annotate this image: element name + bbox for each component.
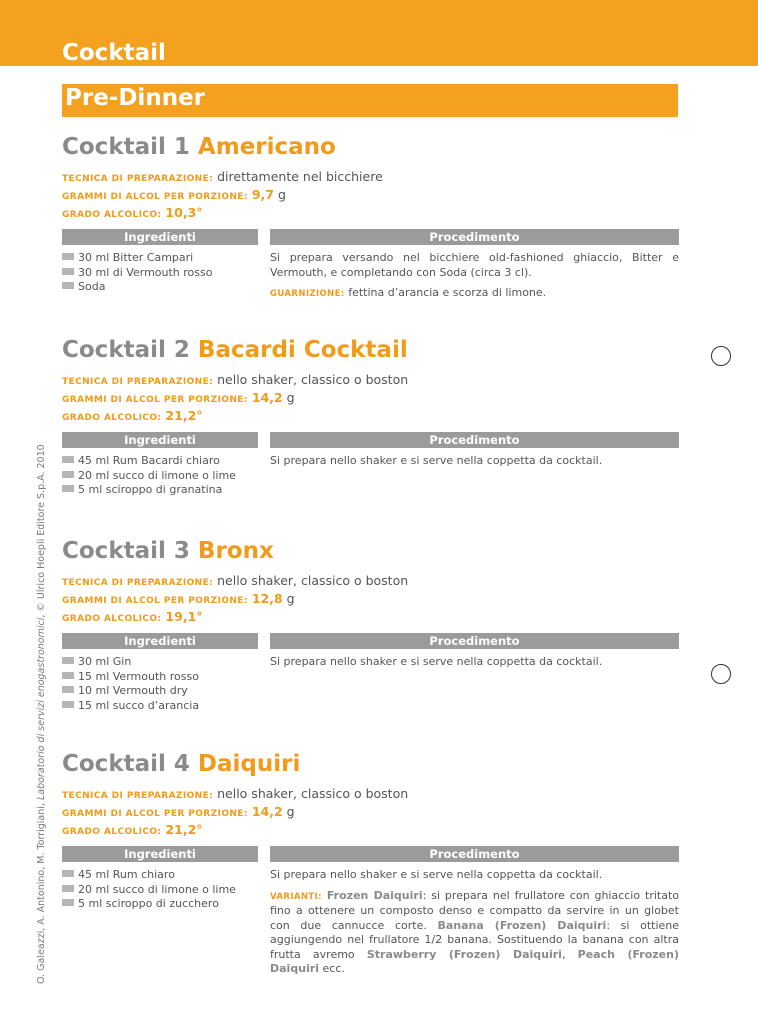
- bullet-square-icon: [62, 657, 74, 664]
- ingredients-header: Ingredienti: [62, 432, 258, 448]
- procedure-paragraph: Si prepara versando nel bicchiere old-fashioned ghiaccio, Bitter e Vermouth, e completando con Soda (circa 3 cl).: [270, 251, 679, 279]
- grammi-unit: g: [277, 187, 286, 202]
- bullet-square-icon: [62, 282, 74, 289]
- grammi-value: 14,2: [251, 804, 283, 819]
- grammi-unit: g: [286, 804, 295, 819]
- cocktail-entry: [62, 337, 679, 496]
- cocktail-entry: [62, 538, 679, 712]
- section-title: Pre-Dinner: [65, 85, 206, 111]
- tecnica-value: nello shaker, classico o boston: [217, 786, 409, 801]
- procedure-header: Procedimento: [270, 229, 679, 245]
- cocktail-name: Bacardi Cocktail: [197, 337, 408, 363]
- grado-label: GRADO ALCOLICO:: [62, 827, 162, 837]
- list-item: 20 ml succo di limone o lime: [62, 883, 262, 898]
- ingredients-list: [62, 454, 262, 498]
- variants-paragraph: VARIANTI: Frozen Daiquiri: si prepara nel frullatore con ghiaccio tritato fino a ottenere un composto denso e compatto da servire in un globet con due cannucce corte. Banana (Frozen) Daiquiri: si ottiene aggiungendo nel frullatore 1/2 banana. Sostituendo la banana con altra frutta avremo Strawberry (Frozen) Daiquiri, Peach (Frozen) Daiquiri ecc.: [270, 888, 680, 975]
- cocktail-heading: [62, 751, 679, 781]
- bullet-square-icon: [62, 672, 74, 679]
- procedure-text: [270, 454, 679, 469]
- ingredients-list: [62, 868, 262, 912]
- grammi-unit: g: [286, 591, 295, 606]
- list-item: 30 ml di Vermouth rosso: [62, 266, 262, 281]
- bullet-square-icon: [62, 870, 74, 877]
- ingredients-list: [62, 655, 262, 713]
- cocktail-meta: [62, 786, 679, 840]
- cocktail-number: Cocktail 3: [62, 538, 190, 564]
- grammi-unit: g: [286, 390, 295, 405]
- ingredients-list: [62, 251, 262, 295]
- bullet-square-icon: [62, 899, 74, 906]
- cocktail-entry: [62, 134, 679, 299]
- list-item: 5 ml sciroppo di granatina: [62, 483, 262, 498]
- grammi-value: 14,2: [251, 390, 283, 405]
- cocktail-meta: [62, 573, 679, 627]
- grado-label: GRADO ALCOLICO:: [62, 614, 162, 624]
- cocktail-heading: [62, 134, 679, 164]
- procedure-paragraph: Si prepara nello shaker e si serve nella coppetta da cocktail.: [270, 868, 603, 881]
- bullet-square-icon: [62, 485, 74, 492]
- cocktail-entry: [62, 751, 680, 975]
- grammi-label: GRAMMI DI ALCOL PER PORZIONE:: [62, 596, 248, 606]
- bullet-square-icon: [62, 253, 74, 260]
- grado-value: 19,1°: [165, 609, 203, 624]
- list-item: Soda: [62, 280, 262, 295]
- tecnica-value: nello shaker, classico o boston: [217, 372, 409, 387]
- cocktail-heading: [62, 538, 679, 568]
- grammi-label: GRAMMI DI ALCOL PER PORZIONE:: [62, 192, 248, 202]
- cocktail-name: Bronx: [197, 538, 274, 564]
- tecnica-value: nello shaker, classico o boston: [217, 573, 409, 588]
- bullet-square-icon: [62, 471, 74, 478]
- procedure-paragraph: Si prepara nello shaker e si serve nella coppetta da cocktail.: [270, 655, 603, 668]
- cocktail-name: Daiquiri: [197, 751, 301, 777]
- bullet-square-icon: [62, 456, 74, 463]
- procedure-header: Procedimento: [270, 633, 679, 649]
- cocktail-number: Cocktail 2: [62, 337, 190, 363]
- cocktail-meta: [62, 372, 679, 426]
- page-title: Cocktail: [62, 40, 166, 66]
- tecnica-label: TECNICA DI PREPARAZIONE:: [62, 578, 214, 588]
- cocktail-meta: [62, 169, 679, 223]
- copyright-credit: O. Galeazzi, A. Antonino, M. Torrigiani, Laboratorio di servizi enogastronomici, © Ulrico Hoepli Editore S.p.A. 2010: [36, 444, 47, 984]
- binder-hole-icon: [711, 346, 731, 366]
- list-item: 30 ml Bitter Campari: [62, 251, 262, 266]
- grammi-label: GRAMMI DI ALCOL PER PORZIONE:: [62, 395, 248, 405]
- ingredients-header: Ingredienti: [62, 633, 258, 649]
- list-item: 15 ml Vermouth rosso: [62, 670, 262, 685]
- grado-label: GRADO ALCOLICO:: [62, 413, 162, 423]
- procedure-text: [270, 655, 679, 670]
- procedure-text: [270, 868, 679, 977]
- tecnica-value: direttamente nel bicchiere: [217, 169, 383, 184]
- section-bar: [62, 84, 678, 117]
- garnish-paragraph: GUARNIZIONE: fettina d’arancia e scorza di limone.: [270, 286, 547, 299]
- list-item: 45 ml Rum Bacardi chiaro: [62, 454, 262, 469]
- cocktail-number: Cocktail 4: [62, 751, 190, 777]
- list-item: 30 ml Gin: [62, 655, 262, 670]
- tecnica-label: TECNICA DI PREPARAZIONE:: [62, 377, 214, 387]
- cocktail-heading: [62, 337, 679, 367]
- procedure-header: Procedimento: [270, 432, 679, 448]
- procedure-text: [270, 251, 679, 302]
- list-item: 15 ml succo d’arancia: [62, 699, 262, 714]
- bullet-square-icon: [62, 686, 74, 693]
- tecnica-label: TECNICA DI PREPARAZIONE:: [62, 174, 214, 184]
- grammi-value: 9,7: [251, 187, 274, 202]
- ingredients-header: Ingredienti: [62, 229, 258, 245]
- procedure-header: Procedimento: [270, 846, 679, 862]
- list-item: 20 ml succo di limone o lime: [62, 469, 262, 484]
- grado-value: 21,2°: [165, 822, 203, 837]
- grado-label: GRADO ALCOLICO:: [62, 210, 162, 220]
- grammi-label: GRAMMI DI ALCOL PER PORZIONE:: [62, 809, 248, 819]
- bullet-square-icon: [62, 885, 74, 892]
- grammi-value: 12,8: [251, 591, 283, 606]
- grado-value: 10,3°: [165, 205, 203, 220]
- ingredients-header: Ingredienti: [62, 846, 258, 862]
- list-item: 5 ml sciroppo di zucchero: [62, 897, 262, 912]
- cocktail-name: Americano: [197, 134, 336, 160]
- tecnica-label: TECNICA DI PREPARAZIONE:: [62, 791, 214, 801]
- list-item: 10 ml Vermouth dry: [62, 684, 262, 699]
- bullet-square-icon: [62, 268, 74, 275]
- cocktail-number: Cocktail 1: [62, 134, 190, 160]
- procedure-paragraph: Si prepara nello shaker e si serve nella coppetta da cocktail.: [270, 454, 603, 467]
- binder-hole-icon: [711, 664, 731, 684]
- header-bar: [0, 0, 758, 66]
- grado-value: 21,2°: [165, 408, 203, 423]
- bullet-square-icon: [62, 701, 74, 708]
- list-item: 45 ml Rum chiaro: [62, 868, 262, 883]
